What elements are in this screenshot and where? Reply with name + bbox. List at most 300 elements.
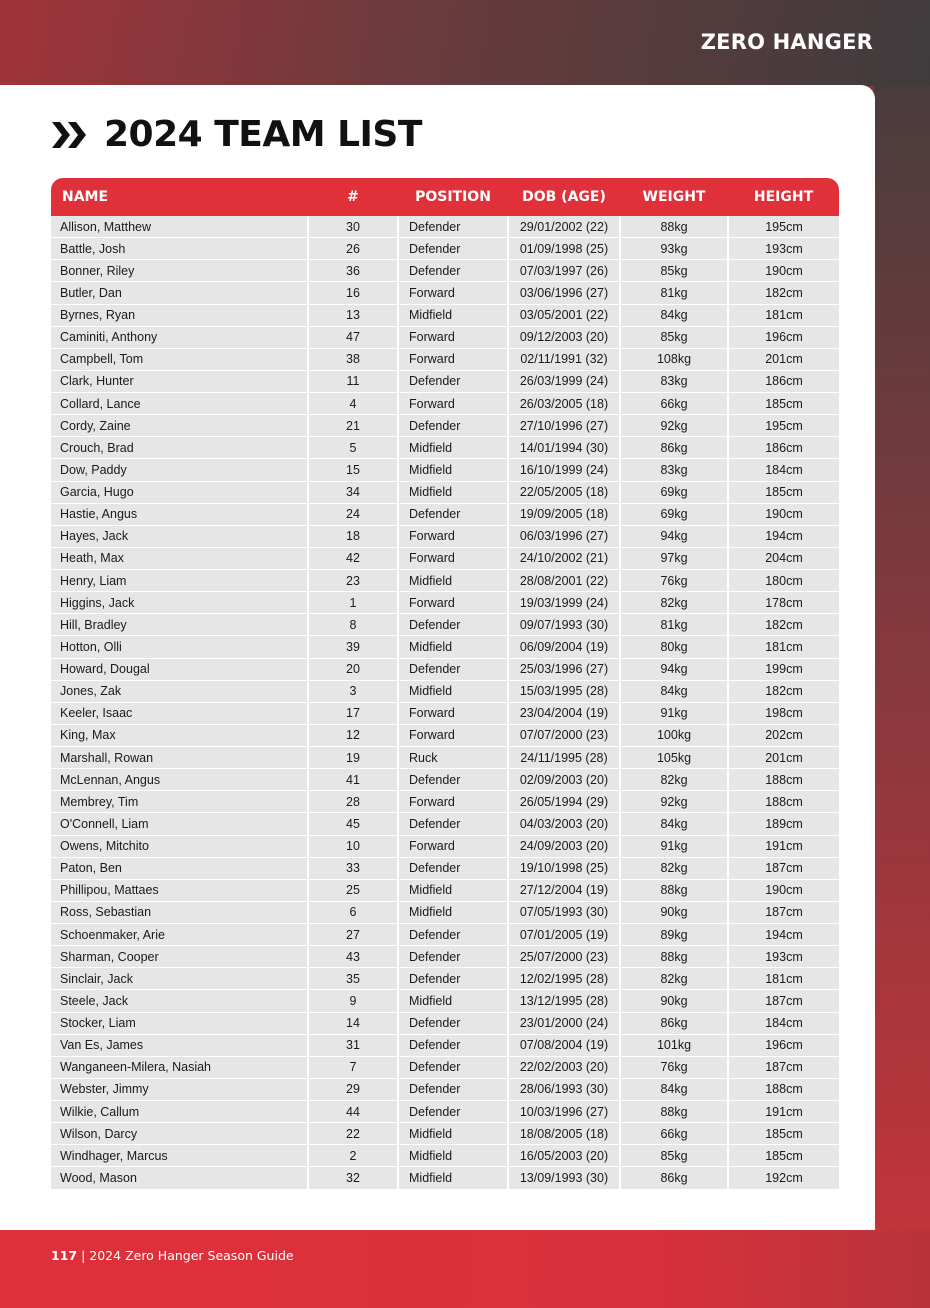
player-height: 190cm xyxy=(728,879,839,901)
table-row xyxy=(51,503,839,525)
table-row xyxy=(51,1078,839,1100)
column-header-position: POSITION xyxy=(398,178,508,216)
player-weight: 85kg xyxy=(620,326,728,348)
table-row xyxy=(51,592,839,614)
table-row xyxy=(51,547,839,569)
player-weight: 91kg xyxy=(620,702,728,724)
player-number: 13 xyxy=(308,304,398,326)
player-number: 19 xyxy=(308,747,398,769)
player-dob-age: 23/01/2000 (24) xyxy=(508,1012,620,1034)
player-weight: 91kg xyxy=(620,835,728,857)
player-name: Bonner, Riley xyxy=(51,260,308,282)
player-dob-age: 29/01/2002 (22) xyxy=(508,216,620,238)
player-weight: 97kg xyxy=(620,547,728,569)
player-position: Forward xyxy=(398,702,508,724)
table-row xyxy=(51,924,839,946)
player-position: Forward xyxy=(398,592,508,614)
table-row xyxy=(51,348,839,370)
player-dob-age: 02/09/2003 (20) xyxy=(508,769,620,791)
player-name: Caminiti, Anthony xyxy=(51,326,308,348)
player-position: Forward xyxy=(398,393,508,415)
player-name: Heath, Max xyxy=(51,547,308,569)
player-position: Forward xyxy=(398,724,508,746)
player-number: 43 xyxy=(308,946,398,968)
player-number: 15 xyxy=(308,459,398,481)
player-dob-age: 09/07/1993 (30) xyxy=(508,614,620,636)
player-dob-age: 26/03/1999 (24) xyxy=(508,370,620,392)
player-height: 185cm xyxy=(728,481,839,503)
player-height: 186cm xyxy=(728,437,839,459)
player-name: Henry, Liam xyxy=(51,570,308,592)
player-position: Defender xyxy=(398,769,508,791)
player-position: Defender xyxy=(398,415,508,437)
player-number: 1 xyxy=(308,592,398,614)
player-dob-age: 02/11/1991 (32) xyxy=(508,348,620,370)
player-height: 201cm xyxy=(728,348,839,370)
player-position: Midfield xyxy=(398,901,508,923)
player-weight: 86kg xyxy=(620,1012,728,1034)
player-weight: 69kg xyxy=(620,503,728,525)
player-weight: 90kg xyxy=(620,990,728,1012)
player-height: 182cm xyxy=(728,614,839,636)
player-name: Wilkie, Callum xyxy=(51,1101,308,1123)
player-number: 17 xyxy=(308,702,398,724)
player-number: 3 xyxy=(308,680,398,702)
player-height: 195cm xyxy=(728,415,839,437)
player-number: 34 xyxy=(308,481,398,503)
player-height: 188cm xyxy=(728,769,839,791)
table-row xyxy=(51,481,839,503)
player-height: 196cm xyxy=(728,326,839,348)
player-position: Defender xyxy=(398,924,508,946)
player-height: 199cm xyxy=(728,658,839,680)
player-name: Dow, Paddy xyxy=(51,459,308,481)
player-position: Forward xyxy=(398,547,508,569)
player-dob-age: 19/09/2005 (18) xyxy=(508,503,620,525)
table-row xyxy=(51,570,839,592)
player-dob-age: 15/03/1995 (28) xyxy=(508,680,620,702)
player-name: Sinclair, Jack xyxy=(51,968,308,990)
player-position: Defender xyxy=(398,857,508,879)
player-dob-age: 14/01/1994 (30) xyxy=(508,437,620,459)
player-number: 21 xyxy=(308,415,398,437)
player-dob-age: 22/05/2005 (18) xyxy=(508,481,620,503)
player-height: 181cm xyxy=(728,968,839,990)
player-position: Defender xyxy=(398,1034,508,1056)
player-number: 2 xyxy=(308,1145,398,1167)
guide-title: 2024 Zero Hanger Season Guide xyxy=(89,1248,294,1263)
player-name: McLennan, Angus xyxy=(51,769,308,791)
player-name: Van Es, James xyxy=(51,1034,308,1056)
player-weight: 82kg xyxy=(620,769,728,791)
player-height: 182cm xyxy=(728,282,839,304)
player-height: 194cm xyxy=(728,525,839,547)
player-number: 41 xyxy=(308,769,398,791)
player-name: Hotton, Olli xyxy=(51,636,308,658)
side-gradient-strip xyxy=(874,86,930,1230)
player-height: 204cm xyxy=(728,547,839,569)
player-dob-age: 09/12/2003 (20) xyxy=(508,326,620,348)
player-height: 188cm xyxy=(728,1078,839,1100)
footer-caption xyxy=(51,1248,294,1263)
player-position: Defender xyxy=(398,260,508,282)
player-position: Defender xyxy=(398,968,508,990)
player-dob-age: 28/06/1993 (30) xyxy=(508,1078,620,1100)
player-position: Midfield xyxy=(398,570,508,592)
table-header xyxy=(51,178,839,216)
player-dob-age: 03/05/2001 (22) xyxy=(508,304,620,326)
player-number: 29 xyxy=(308,1078,398,1100)
player-position: Midfield xyxy=(398,879,508,901)
player-name: Crouch, Brad xyxy=(51,437,308,459)
player-dob-age: 27/12/2004 (19) xyxy=(508,879,620,901)
player-number: 20 xyxy=(308,658,398,680)
player-weight: 84kg xyxy=(620,680,728,702)
player-weight: 85kg xyxy=(620,260,728,282)
player-weight: 69kg xyxy=(620,481,728,503)
player-position: Midfield xyxy=(398,459,508,481)
player-number: 32 xyxy=(308,1167,398,1189)
player-position: Forward xyxy=(398,348,508,370)
player-dob-age: 13/09/1993 (30) xyxy=(508,1167,620,1189)
player-dob-age: 16/10/1999 (24) xyxy=(508,459,620,481)
player-height: 187cm xyxy=(728,857,839,879)
player-height: 180cm xyxy=(728,570,839,592)
table-row xyxy=(51,216,839,238)
player-number: 7 xyxy=(308,1056,398,1078)
player-name: Hill, Bradley xyxy=(51,614,308,636)
table-row xyxy=(51,370,839,392)
player-number: 26 xyxy=(308,238,398,260)
player-weight: 86kg xyxy=(620,437,728,459)
player-dob-age: 07/05/1993 (30) xyxy=(508,901,620,923)
player-position: Midfield xyxy=(398,990,508,1012)
player-dob-age: 28/08/2001 (22) xyxy=(508,570,620,592)
player-height: 181cm xyxy=(728,636,839,658)
player-name: Owens, Mitchito xyxy=(51,835,308,857)
page-number: 117 xyxy=(51,1248,78,1263)
player-dob-age: 07/03/1997 (26) xyxy=(508,260,620,282)
player-name: Membrey, Tim xyxy=(51,791,308,813)
player-height: 184cm xyxy=(728,459,839,481)
table-row xyxy=(51,415,839,437)
player-position: Defender xyxy=(398,1012,508,1034)
table-row xyxy=(51,1034,839,1056)
player-weight: 94kg xyxy=(620,658,728,680)
player-position: Defender xyxy=(398,1101,508,1123)
player-number: 39 xyxy=(308,636,398,658)
player-number: 23 xyxy=(308,570,398,592)
player-position: Midfield xyxy=(398,636,508,658)
player-dob-age: 07/08/2004 (19) xyxy=(508,1034,620,1056)
player-number: 30 xyxy=(308,216,398,238)
player-weight: 100kg xyxy=(620,724,728,746)
player-number: 4 xyxy=(308,393,398,415)
player-weight: 85kg xyxy=(620,1145,728,1167)
table-row xyxy=(51,747,839,769)
player-weight: 101kg xyxy=(620,1034,728,1056)
player-name: Sharman, Cooper xyxy=(51,946,308,968)
double-chevron-right-icon xyxy=(50,119,90,151)
table-row xyxy=(51,769,839,791)
player-number: 35 xyxy=(308,968,398,990)
player-position: Midfield xyxy=(398,1145,508,1167)
player-number: 9 xyxy=(308,990,398,1012)
player-dob-age: 19/03/1999 (24) xyxy=(508,592,620,614)
player-weight: 81kg xyxy=(620,282,728,304)
player-dob-age: 04/03/2003 (20) xyxy=(508,813,620,835)
player-number: 45 xyxy=(308,813,398,835)
player-name: O'Connell, Liam xyxy=(51,813,308,835)
table-row xyxy=(51,835,839,857)
player-dob-age: 24/11/1995 (28) xyxy=(508,747,620,769)
table-row xyxy=(51,636,839,658)
player-dob-age: 13/12/1995 (28) xyxy=(508,990,620,1012)
player-height: 190cm xyxy=(728,503,839,525)
player-dob-age: 27/10/1996 (27) xyxy=(508,415,620,437)
player-height: 185cm xyxy=(728,393,839,415)
player-name: Keeler, Isaac xyxy=(51,702,308,724)
player-height: 201cm xyxy=(728,747,839,769)
player-weight: 89kg xyxy=(620,924,728,946)
player-height: 196cm xyxy=(728,1034,839,1056)
player-position: Defender xyxy=(398,238,508,260)
table-row xyxy=(51,304,839,326)
table-row xyxy=(51,724,839,746)
player-height: 194cm xyxy=(728,924,839,946)
player-dob-age: 24/09/2003 (20) xyxy=(508,835,620,857)
table-row xyxy=(51,238,839,260)
player-dob-age: 24/10/2002 (21) xyxy=(508,547,620,569)
player-height: 185cm xyxy=(728,1145,839,1167)
player-number: 18 xyxy=(308,525,398,547)
column-header-weight: WEIGHT xyxy=(620,178,728,216)
player-dob-age: 25/07/2000 (23) xyxy=(508,946,620,968)
footer-bar xyxy=(0,1230,930,1308)
player-name: Cordy, Zaine xyxy=(51,415,308,437)
player-weight: 83kg xyxy=(620,370,728,392)
player-name: Paton, Ben xyxy=(51,857,308,879)
player-height: 184cm xyxy=(728,1012,839,1034)
player-height: 193cm xyxy=(728,946,839,968)
player-position: Midfield xyxy=(398,481,508,503)
player-dob-age: 06/03/1996 (27) xyxy=(508,525,620,547)
table-row xyxy=(51,680,839,702)
header-row xyxy=(51,178,839,216)
player-dob-age: 10/03/1996 (27) xyxy=(508,1101,620,1123)
player-number: 31 xyxy=(308,1034,398,1056)
player-position: Defender xyxy=(398,658,508,680)
player-name: Ross, Sebastian xyxy=(51,901,308,923)
player-height: 202cm xyxy=(728,724,839,746)
team-list-table xyxy=(51,178,839,1190)
table-row xyxy=(51,990,839,1012)
player-name: Allison, Matthew xyxy=(51,216,308,238)
player-position: Defender xyxy=(398,503,508,525)
footer-separator: | xyxy=(81,1248,86,1263)
column-header-name: NAME xyxy=(51,178,308,216)
player-number: 25 xyxy=(308,879,398,901)
table-row xyxy=(51,1123,839,1145)
column-header-dob: DOB (AGE) xyxy=(508,178,620,216)
table-body xyxy=(51,216,839,1189)
table-row xyxy=(51,260,839,282)
player-position: Forward xyxy=(398,835,508,857)
player-name: Schoenmaker, Arie xyxy=(51,924,308,946)
table-row xyxy=(51,946,839,968)
table-row xyxy=(51,525,839,547)
table-row xyxy=(51,1167,839,1189)
player-position: Defender xyxy=(398,216,508,238)
player-number: 10 xyxy=(308,835,398,857)
player-weight: 92kg xyxy=(620,415,728,437)
player-height: 187cm xyxy=(728,990,839,1012)
player-height: 192cm xyxy=(728,1167,839,1189)
table-row xyxy=(51,879,839,901)
player-name: Howard, Dougal xyxy=(51,658,308,680)
player-name: Collard, Lance xyxy=(51,393,308,415)
page-title: 2024 TEAM LIST xyxy=(104,114,422,155)
team-list-table-wrapper xyxy=(51,178,839,1190)
player-name: Marshall, Rowan xyxy=(51,747,308,769)
table-row xyxy=(51,393,839,415)
player-height: 190cm xyxy=(728,260,839,282)
table-row xyxy=(51,813,839,835)
player-dob-age: 23/04/2004 (19) xyxy=(508,702,620,724)
player-weight: 88kg xyxy=(620,946,728,968)
player-number: 6 xyxy=(308,901,398,923)
table-row xyxy=(51,1101,839,1123)
player-number: 12 xyxy=(308,724,398,746)
player-position: Midfield xyxy=(398,304,508,326)
table-row xyxy=(51,437,839,459)
player-height: 186cm xyxy=(728,370,839,392)
player-weight: 90kg xyxy=(620,901,728,923)
table-row xyxy=(51,1012,839,1034)
player-number: 33 xyxy=(308,857,398,879)
brand-logo-text: ZERO HANGER xyxy=(700,30,873,54)
player-dob-age: 26/03/2005 (18) xyxy=(508,393,620,415)
player-weight: 81kg xyxy=(620,614,728,636)
player-weight: 94kg xyxy=(620,525,728,547)
player-number: 14 xyxy=(308,1012,398,1034)
player-weight: 84kg xyxy=(620,813,728,835)
player-number: 38 xyxy=(308,348,398,370)
player-weight: 80kg xyxy=(620,636,728,658)
table-row xyxy=(51,1056,839,1078)
table-row xyxy=(51,459,839,481)
player-name: Wood, Mason xyxy=(51,1167,308,1189)
player-name: Webster, Jimmy xyxy=(51,1078,308,1100)
player-height: 182cm xyxy=(728,680,839,702)
table-row xyxy=(51,791,839,813)
player-position: Ruck xyxy=(398,747,508,769)
player-number: 24 xyxy=(308,503,398,525)
player-dob-age: 01/09/1998 (25) xyxy=(508,238,620,260)
player-weight: 76kg xyxy=(620,1056,728,1078)
player-weight: 84kg xyxy=(620,304,728,326)
player-name: Windhager, Marcus xyxy=(51,1145,308,1167)
player-height: 195cm xyxy=(728,216,839,238)
player-name: Clark, Hunter xyxy=(51,370,308,392)
player-name: Battle, Josh xyxy=(51,238,308,260)
table-row xyxy=(51,282,839,304)
player-number: 5 xyxy=(308,437,398,459)
player-name: Steele, Jack xyxy=(51,990,308,1012)
player-weight: 84kg xyxy=(620,1078,728,1100)
player-weight: 93kg xyxy=(620,238,728,260)
player-name: Hastie, Angus xyxy=(51,503,308,525)
player-position: Midfield xyxy=(398,1167,508,1189)
player-name: Jones, Zak xyxy=(51,680,308,702)
player-weight: 66kg xyxy=(620,1123,728,1145)
player-position: Forward xyxy=(398,326,508,348)
player-number: 28 xyxy=(308,791,398,813)
player-dob-age: 19/10/1998 (25) xyxy=(508,857,620,879)
table-row xyxy=(51,658,839,680)
table-row xyxy=(51,857,839,879)
player-number: 42 xyxy=(308,547,398,569)
player-dob-age: 22/02/2003 (20) xyxy=(508,1056,620,1078)
player-height: 187cm xyxy=(728,901,839,923)
player-height: 193cm xyxy=(728,238,839,260)
player-weight: 86kg xyxy=(620,1167,728,1189)
player-name: Byrnes, Ryan xyxy=(51,304,308,326)
player-height: 187cm xyxy=(728,1056,839,1078)
player-dob-age: 06/09/2004 (19) xyxy=(508,636,620,658)
table-row xyxy=(51,326,839,348)
column-header-height: HEIGHT xyxy=(728,178,839,216)
player-number: 47 xyxy=(308,326,398,348)
player-position: Midfield xyxy=(398,680,508,702)
player-position: Defender xyxy=(398,1078,508,1100)
player-number: 44 xyxy=(308,1101,398,1123)
player-name: Wanganeen-Milera, Nasiah xyxy=(51,1056,308,1078)
player-position: Forward xyxy=(398,282,508,304)
player-weight: 88kg xyxy=(620,216,728,238)
player-name: Phillipou, Mattaes xyxy=(51,879,308,901)
player-weight: 66kg xyxy=(620,393,728,415)
player-dob-age: 07/01/2005 (19) xyxy=(508,924,620,946)
player-number: 22 xyxy=(308,1123,398,1145)
player-name: Hayes, Jack xyxy=(51,525,308,547)
player-position: Defender xyxy=(398,946,508,968)
player-height: 178cm xyxy=(728,592,839,614)
player-weight: 76kg xyxy=(620,570,728,592)
player-height: 189cm xyxy=(728,813,839,835)
player-dob-age: 03/06/1996 (27) xyxy=(508,282,620,304)
player-name: King, Max xyxy=(51,724,308,746)
player-dob-age: 26/05/1994 (29) xyxy=(508,791,620,813)
player-dob-age: 07/07/2000 (23) xyxy=(508,724,620,746)
player-name: Higgins, Jack xyxy=(51,592,308,614)
player-weight: 83kg xyxy=(620,459,728,481)
player-name: Wilson, Darcy xyxy=(51,1123,308,1145)
player-height: 185cm xyxy=(728,1123,839,1145)
player-weight: 88kg xyxy=(620,879,728,901)
player-number: 36 xyxy=(308,260,398,282)
table-row xyxy=(51,968,839,990)
player-dob-age: 25/03/1996 (27) xyxy=(508,658,620,680)
player-height: 198cm xyxy=(728,702,839,724)
player-number: 16 xyxy=(308,282,398,304)
player-weight: 88kg xyxy=(620,1101,728,1123)
player-name: Campbell, Tom xyxy=(51,348,308,370)
player-number: 11 xyxy=(308,370,398,392)
player-weight: 82kg xyxy=(620,968,728,990)
player-height: 191cm xyxy=(728,1101,839,1123)
player-dob-age: 12/02/1995 (28) xyxy=(508,968,620,990)
